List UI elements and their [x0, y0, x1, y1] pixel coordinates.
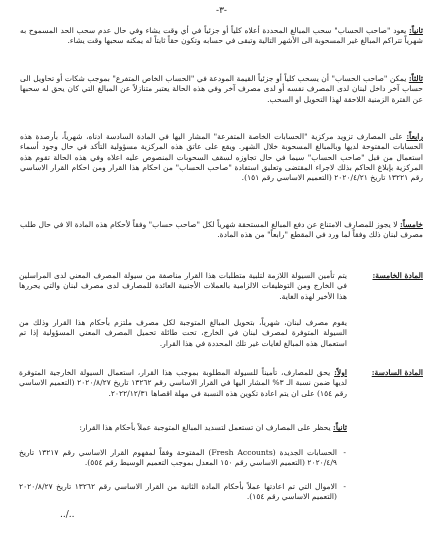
article-6-first [19, 368, 347, 399]
paragraph-third [20, 74, 423, 105]
paragraph-label: اولاً: [334, 368, 347, 377]
list-item: - الحسابات الجديدة (Fresh Accounts) المفتوحة وفقاً لمفهوم القرار الاساسي رقم ١٣٢١٧ تاريخ ٢٠٢٠/٤/٩ (التعميم الاساسي رقم ١٥٠ المعدل بموجب التعميم الوسيط رقم ٥٥٤). [19, 448, 337, 469]
article-5-title: المادة الخامسة: [372, 271, 423, 280]
paragraph-fourth [20, 132, 423, 183]
continuation-mark: ../.. [60, 510, 75, 520]
paragraph-text: يحق للمصارف، تأميناً للسيولة المطلوبة بموجب هذا القرار، استعمال السيولة الخارجية المتوفرة لديها ضمن نسبة الـ ٣% المشار اليها في القرار الاساسي رقم ١٣٢٦٢ تاريخ ٢٠٢٠/٨/٢٧ (التعميم الاساسي رقم ١٥٤) على ان يتم اعادة تكوين هذه النسبة في مهلة اقصاها ٢٠٢٢/١٢/٣١. [19, 368, 348, 398]
article-5-paragraph: يتم تأمين السيولة اللازمة لتلبية متطلبات هذا القرار مناصفة من سيولة المصرف المعني لدى المراسلين في الخارج ومن التوظيفات الالزامية بالعملات الأجنبية العائدة للمصارف لدى مصرف لبنان والتي يحررها هذا الأخير لهذه الغاية. [19, 271, 347, 301]
page-number: -٣- [216, 6, 227, 16]
paragraph-text: على المصارف تزويد مركزية "الحسابات الخاصة المتفرعة" المشار اليها في المادة السادسة ادناه، شهرياً، بأرصدة هذه الحسابات المفتوحة لديها وبالمبالغ المسحوبة خلال الشهر. ويقع على عاتق هذه المركزية مسؤولية التأكد في حال وجود أسماء استعمال من قبل "صاحب الحساب" سيما في حال تجاوزه لسقف السحوبات المنصوص عليه اعلاه وفي هذه الحالة تقوم هذه المركزية بإبلاغ الحاكم بذلك لاجراء المقتضى وتعليق استفادة "صاحب الحساب" من احكام هذا القرار ومن احكام القرار الاساسي رقم ١٣٢٢١ تاريخ ٢٠٢٠/٤/٢١ (التعميم الاساسي رقم ١٥١). [20, 132, 423, 183]
paragraph-second [20, 26, 423, 47]
article-6-second [19, 423, 347, 433]
paragraph-label: ثانياً: [409, 26, 423, 35]
paragraph-text: يحظر على المصارف ان تستعمل لتسديد المبالغ المتوجبة عملاً بأحكام هذا القرار: [79, 423, 331, 432]
article-6-title: المادة السادسة: [371, 368, 423, 377]
paragraph-label: رابعاً: [406, 132, 423, 141]
paragraph-fifth [20, 220, 423, 241]
paragraph-text: لا يجوز للمصارف الامتناع عن دفع المبالغ المستحقة شهرياً لكل "صاحب حساب" وفقاً لأحكام هذه المادة الا في حال طلب مصرف لبنان ذلك وفقاً لما ورد في المقطع "رابعاً" من هذه المادة. [20, 220, 423, 240]
list-item: - الاموال التي تم اعادتها عملاً بأحكام المادة الثانية من القرار الاساسي رقم ١٣٢٦٢ تاريخ ٢٠٢٠/٨/٢٧ (التعميم الاساسي رقم ١٥٤). [19, 482, 337, 503]
article-5-paragraph: يقوم مصرف لبنان، شهرياً، بتحويل المبالغ المتوجبة لكل مصرف ملتزم بأحكام هذا القرار وذلك من السيولة المتوفرة لمصرف لبنان في الخارج، تحت طائلة تحميل المصرف المعني المسؤولية إذا تم استعمال هذه المبالغ لغايات غير تلك المحددة في هذا القرار. [19, 318, 347, 348]
paragraph-text: يمكن "صاحب الحساب" أن يسحب كلياً أو جزئياً القيمة المودعة في "الحساب الخاص المتفرع" بموجب شكات أو تحاويل الى حساب آخر داخل لبنان لدى المصرف نفسه أو لدى مصرف آخر وفي هذه الحالة يعتبر متنازلاً عن المبالغ التي كان يحق له سحبها عن الفترة الزمنية اللاحقة لهذا التحويل او السحب. [20, 74, 423, 104]
paragraph-label: ثالثاً: [408, 74, 423, 83]
paragraph-text: يعود "صاحب الحساب" سحب المبالغ المحددة أعلاه كلياً أو جزئياً في أي وقت يشاء وفي حال عدم سحب الحد المسموح به شهرياً تتراكم المبالغ غير المسحوبة الى الأشهر التالية وتبقى في حسابه وتكون حقاً ثابتاً له يمكنه سحبها وقت يشاء. [20, 26, 423, 46]
paragraph-label: ثانياً: [333, 423, 347, 432]
paragraph-label: خامساً: [400, 220, 423, 229]
